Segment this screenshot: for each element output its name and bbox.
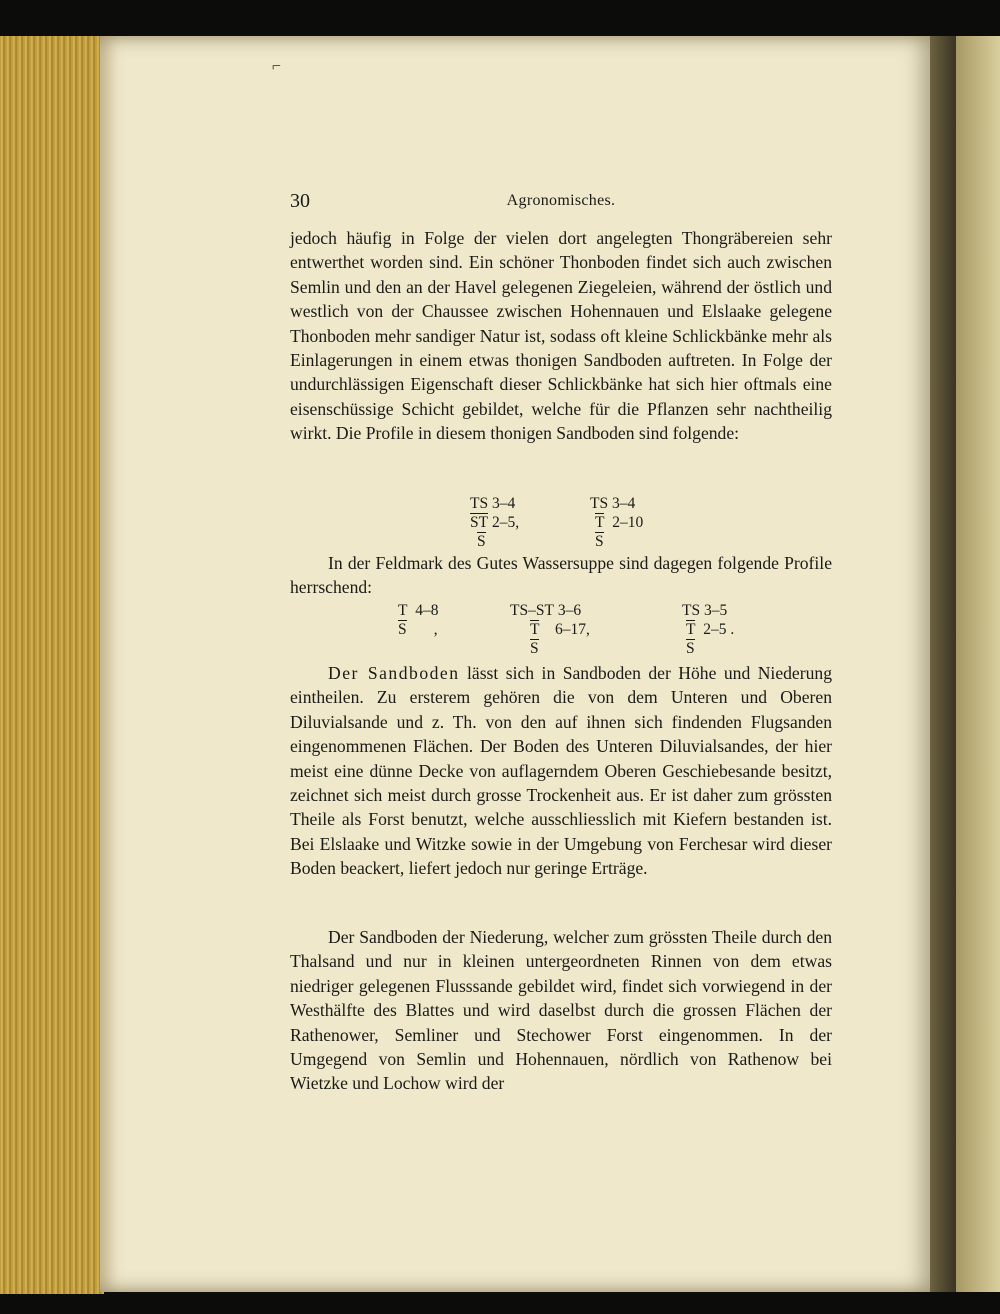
formula-value: 3–4 bbox=[611, 495, 636, 512]
paragraph-1-text: jedoch häufig in Folge der vielen dort angelegten Thongräbereien sehr entwerthet worden sind. Ein schöner Thonboden findet sich auch zwischen Semlin und den an der Havel gelegenen Ziegeleien, während der östlich und westlich von der Chaussee zwischen Hohennauen und Elslaake gelegene Thonboden mehr sandiger Natur ist, sodass oft kleine Schlickbänke mehr als Einlagerungen in einem etwas thonigen Sandboden auftreten. In Folge der undurchlässigen Eigenschaft dieser Schlickbänke hat sich hier oftmals eine eisenschüssige Schicht gebildet, welche für die Pflanzen sehr nachtheilig wirkt. Die Profile in diesem thonigen Sandboden sind folgende: bbox=[290, 228, 832, 444]
formula-symbol: TS–ST bbox=[510, 602, 554, 619]
paragraph-3-body: lässt sich in Sandboden der Höhe und Niederung eintheilen. Zu ersterem gehören die von dem Unteren und Oberen Diluvialsande und z. Th. von den auf ihnen sich findenden Flugsanden eingenommenen Flächen. Der Boden des Unteren Diluvialsandes, der hier meist eine dünne Decke von auflagerndem Oberen Geschiebesande besitzt, zeichnet sich meist durch grosse Trockenheit aus. Er ist daher zum grössten Theile als Forst benutzt, welche ausschliesslich mit Kiefern bestanden ist. Bei Elslaake und Witzke sowie in der Umgebung von Ferchesar wird dieser Boden beackert, liefert jedoch nur geringe Erträge. bbox=[290, 663, 832, 879]
formula-value: 3–6 bbox=[557, 602, 582, 619]
paragraph-2 bbox=[290, 551, 832, 600]
formula-symbol: T bbox=[530, 621, 540, 638]
paragraph-3-lead: Der Sandboden bbox=[328, 663, 460, 683]
paragraph-1 bbox=[290, 226, 832, 446]
paragraph-2-text: In der Feldmark des Gutes Wassersuppe sind dagegen folgende Profile herrschend: bbox=[290, 553, 832, 598]
formula-symbol: T bbox=[398, 602, 408, 619]
formula-value: 2–5 . bbox=[703, 621, 735, 638]
paragraph-3-text bbox=[290, 661, 832, 881]
paragraph-4-text: Der Sandboden der Niederung, welcher zum grössten Theile durch den Thalsand und nur in kleinen untergeordneten Rinnen von dem etwas niedriger gelegenen Flusssande gebildet wird, findet sich vorwiegend in der Westhälfte des Blattes und wird daselbst durch die grossen Flächen der Rathenower, Semliner und Stechower Forst eingenommen. In der Umgegend von Semlin und Hohennauen, nördlich von Rathenow bei Wietzke und Lochow wird der bbox=[290, 927, 832, 1094]
formula-value: 4–8 bbox=[415, 602, 439, 619]
profile-formula bbox=[398, 602, 438, 639]
gutter bbox=[930, 36, 956, 1292]
paragraph-3 bbox=[290, 661, 832, 881]
profile-formula bbox=[510, 602, 590, 658]
page-edges bbox=[0, 36, 104, 1294]
formula-symbol: T bbox=[686, 621, 696, 638]
page-number: 30 bbox=[290, 190, 310, 212]
formula-symbol: T bbox=[595, 514, 605, 531]
stray-mark: ⌐ bbox=[272, 58, 282, 75]
formula-symbol: S bbox=[686, 640, 695, 657]
formula-value: 3–4 bbox=[491, 495, 516, 512]
profile-formula bbox=[590, 495, 643, 551]
formula-value: 6–17, bbox=[554, 621, 590, 638]
formula-symbol: S bbox=[398, 621, 407, 638]
paragraph-4 bbox=[290, 925, 832, 1096]
profile-formula bbox=[470, 495, 519, 551]
formula-symbol: S bbox=[477, 533, 486, 550]
formula-value: , bbox=[433, 621, 438, 638]
formula-value: 2–10 bbox=[612, 514, 644, 531]
formula-symbol: TS bbox=[682, 602, 701, 619]
formula-symbol: TS bbox=[590, 495, 609, 512]
formula-symbol: ST bbox=[470, 514, 489, 531]
formula-value: 3–5 bbox=[703, 602, 728, 619]
formula-symbol: S bbox=[595, 533, 604, 550]
formula-value: 2–5, bbox=[491, 514, 520, 531]
facing-page bbox=[956, 36, 1000, 1292]
formula-symbol: TS bbox=[470, 495, 489, 512]
formula-symbol: S bbox=[530, 640, 539, 657]
profile-formula bbox=[682, 602, 734, 658]
running-head: Agronomisches. bbox=[506, 192, 616, 209]
